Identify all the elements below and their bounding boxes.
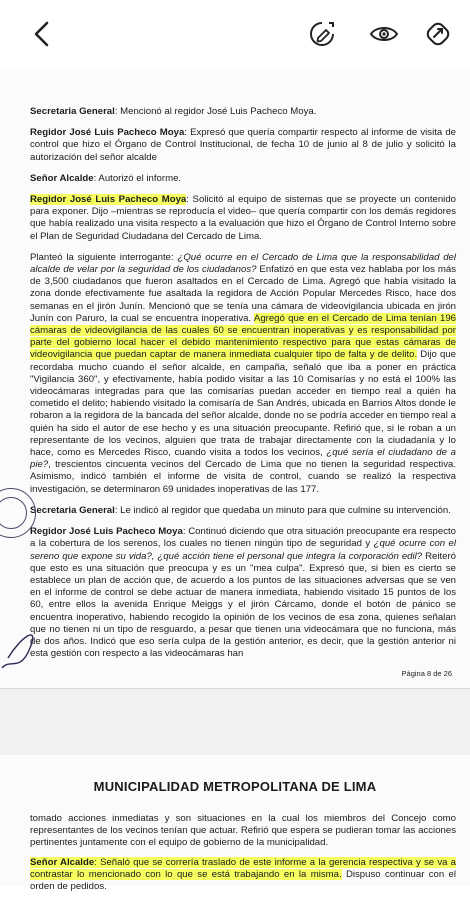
document-page-9	[0, 755, 470, 893]
question-text: ¿qué ocurre con el sereno que expone su vida?, ¿qué acción tiene el personal que integra la corporación edil?	[30, 538, 456, 562]
rotate-icon	[424, 20, 452, 48]
paragraph-regidor-3: Regidor José Luis Pacheco Moya: Continuó diciendo que otra situación preocupante era respecto a la cobertura de los serenos, los cuales no tienen ningún tipo de seguridad y ¿qué ocurre con el sereno que expone su vida?, ¿qué acción tiene el personal que integra la corporación edil? Reiteró que esto es una situación que preocupa y es un "mea culpa". Expresó que, si bien es cierto se establece un plan de acción que, de acuerdo a los puntos de las situaciones adversas que se ven en el informe de control se debe actuar de manera inmediata, habiendo visitado 15 puntos de los 60, entre ellos la avenida Enrique Meiggs y el jirón Cárcamo, donde el botón de pánico se encuentra inoperativo, habiendo recogido la opinión de los vecinos de esa zona, quienes señalan que no tienen ni un tipo de resguardo, a pesar que tienen una videocámara que no funciona, más de dos años. Indicó que eso sería culpa de la gestión anterior, es decir, que la gestión anterior ni esta gestión con respecto a las videocámaras han	[30, 526, 456, 660]
paragraph-regidor-1: Regidor José Luis Pacheco Moya: Expresó que quería compartir respecto al informe de visita de control que hizo el Órgano de Control Institucional, de fecha 10 de junio al 8 de julio y solicitó la autorización del señor alcalde	[30, 127, 456, 163]
paragraph-alcalde-2: Señor Alcalde: Señaló que se correría traslado de este informe a la gerencia respectiva y se va a contrastar lo mencionado con lo que se está trabajando en la misma. Dispuso continuar con el orden de pedidos.	[30, 856, 457, 893]
speaker-label: Regidor José Luis Pacheco Moya	[30, 526, 183, 538]
speaker-label: Secretaria General	[30, 106, 115, 117]
annotate-share-button[interactable]	[304, 16, 340, 52]
document-page-8	[0, 68, 470, 689]
chevron-left-icon	[31, 20, 53, 48]
speaker-label: Regidor José Luis Pacheco Moya	[30, 127, 185, 139]
paragraph-regidor-2: Regidor José Luis Pacheco Moya: Solicitó al equipo de sistemas que se proyecte un contenido para exponer. Dijo –mientras se reproducía el video– que quería compartir con los demás regidores que había realizado una visita respecto a la evaluación que hizo el Órgano de Control Interno sobre el Plan de Seguridad Ciudadana del Cercado de Lima.	[30, 194, 456, 242]
back-button[interactable]	[24, 16, 60, 52]
eye-icon	[369, 23, 399, 45]
rotate-button[interactable]	[420, 16, 456, 52]
highlighted-text: se correría traslado de este informe a la gerencia respectiva y se va a contrastar lo mencionado con lo que se está trabajando en la misma.	[30, 856, 456, 880]
paragraph-interrogante: Planteó la siguiente interrogante: ¿Qué ocurre en el Cercado de Lima que la responsabilidad del alcalde de velar por la seguridad de los ciudadanos? Enfatizó en que esta vez hablaba por los más de 3,500 ciudadanos que fueron asaltados en el Cercado de Lima. Agregó que había visitado la zona donde efectivamente fue asaltada la regidora de Acción Popular Mercedes Risco, hace dos semanas en el jirón Junín. Mencionó que se tenía una cámara de videovigilancia ubicada en jirón Junín con Paruro, la cual se encuentra inoperativa. Agregó que en el Cercado de Lima tenían 196 cámaras de videovigilancia de las cuales 60 se encuentran inoperativas y es responsabilidad por parte del gobierno local hacer el debido mantenimiento respectivo para que estas cámaras de videovigilancia que puedan captar de manera inmediata cualquier tipo de falta y de delito. Dijo que recordaba mucho cuando el señor alcalde, en campaña, señaló que iba a poner en práctica "Vigilancia 360", y efectivamente, había podido visitar a las 10 Comisarías y no está el 100% las videocámaras integradas para que las comisarías puedan acceder en tiempo real a quién ha cometido el delito; habiendo visitado la comisaría de San Andrés, ubicada en Barrios Altos donde le robaron a la regidora de la bancada del señor alcalde, donde no se podría acceder en tiempo real a quién ha sido el autor de ese hecho y es una situación preocupante. Refirió que, si le roban a un representante de los vecinos, alguien que trata de trabajar directamente con la ciudadanía y lo hace, como es Mercedes Risco, cuando visita a todos los vecinos, ¿qué sería el ciudadano de a pie?, trescientos cincuenta vecinos del Cercado de Lima que no tienen la seguridad respectiva. Asimismo, indicó también el informe de visita de control, cuando se realizó la respectiva investigación, se determinaron 69 unidades inoperativas de las 177.	[30, 251, 457, 495]
highlighted-text: Agregó que en el Cercado de Lima tenían 196 cámaras de videovigilancia de las cuales 60 se encuentran inoperativas y es responsabilidad por parte del gobierno local hacer el debido mantenimiento respectivo para que estas cámaras de videovigilancia que puedan captar de manera inmediata cualquier tipo de falta y de delito.	[30, 312, 456, 361]
page-separator	[0, 689, 470, 755]
question-text: ¿qué sería el ciudadano de a pie?	[30, 447, 456, 471]
page-header: MUNICIPALIDAD METROPOLITANA DE LIMA	[93, 779, 377, 794]
view-button[interactable]	[366, 16, 402, 52]
page-body	[30, 106, 456, 669]
speaker-label: Señor Alcalde	[30, 172, 94, 184]
question-text: ¿Qué ocurre en el Cercado de Lima que la responsabilidad del alcalde de velar por la seguridad de los ciudadanos?	[30, 251, 457, 276]
paragraph-alcalde-1: Señor Alcalde: Autorizó el informe.	[30, 172, 182, 184]
paragraph-secretaria-1: Secretaria General: Mencionó al regidor José Luis Pacheco Moya.	[30, 106, 317, 117]
speaker-label-highlighted: Regidor José Luis Pacheco Moya	[30, 194, 187, 206]
document-toolbar	[0, 0, 470, 68]
signature-image	[0, 628, 40, 678]
page-body	[30, 813, 456, 900]
page-number: Página 8 de 26	[401, 669, 452, 678]
paragraph-continuation: tomado acciones inmediatas y son situaciones en la cual los miembros del Concejo como representantes de los vecinos tenían que actuar. Refirió que espera se pudieran tomar las acciones pertinentes juntamente con el equipo de gobierno de la municipalidad.	[30, 813, 456, 849]
speaker-label-highlighted: Señor Alcalde	[30, 856, 95, 868]
paragraph-secretaria-2: Secretaria General: Le indicó al regidor que quedaba un minuto para que culmine su intervención.	[30, 504, 451, 516]
speaker-label: Secretaria General	[30, 504, 115, 516]
pencil-share-icon	[308, 20, 336, 48]
